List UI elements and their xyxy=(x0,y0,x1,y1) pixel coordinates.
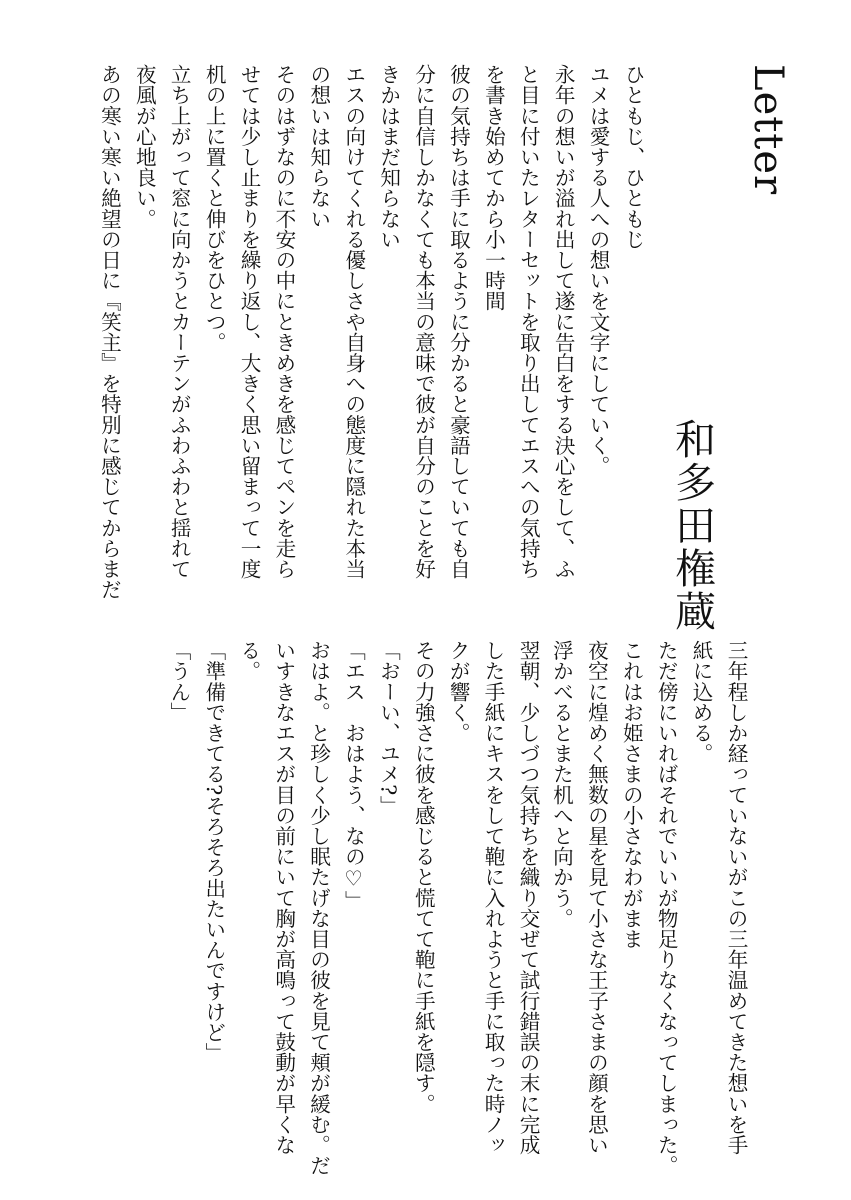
author-name: 和多田権蔵 xyxy=(668,418,716,633)
document-title: Letter xyxy=(745,64,791,196)
body-text-middle: 三年程しか経っていないがこの三年温めてきた想いを手 紙に込める。 ただ傍にいればそれでいいが物足りなくなってしまった。 これはお姫さまの小さなわがまま 夜空に煌めく無数の星を見て小さな王子さまの顔を思い 浮かべるとまた机へと向かう。 xyxy=(549,640,748,1176)
body-text-top: ひともじ、ひともじ ユメは愛する人への想いを文字にしていく。 永年の想いが溢れ出して遂に告白をする決心をして、ふ と目に付いたレターセットを取り出してエスへの気持ち を書き始めてから小一時間 彼の気持ちは手に取るように分かると豪語していても自 分に自信しかなくても本当の意味で彼が自分のことを好 きかはまだ知らない エスの向けてくれる優しさや自身への態度に隠れた本当 の想いは知らない そのはずなのに不安の中にときめきを感じてペンを走ら せては少し止まりを繰り返し、大きく思い留まって一度 机の上に置くと伸びをひとつ。 立ち上がって窓に向かうとカーテンがふわふわと揺れて 夜風が心地良い。 あの寒い寒い絶望の日に『笑主』を特別に感じてからまだ xyxy=(97,64,645,600)
body-text-bottom: 翌朝、少しづつ気持ちを織り交ぜて試行錯誤の末に完成 した手紙にキスをして鞄に入れようと手に取った時ノッ クが響く。 その力強さに彼を感じると慌てて鞄に手紙を隠す。 「おーい、ユメ?」 「エス おはよう、なの♡」 おはよ。と珍しく少し眠たげな目の彼を見て頬が緩む。だ いすきなエスが目の前にいて胸が高鳴って鼓動が早くな る。 「準備できてる?そろそろ出たいんですけど」 「うん」 xyxy=(166,640,540,1176)
